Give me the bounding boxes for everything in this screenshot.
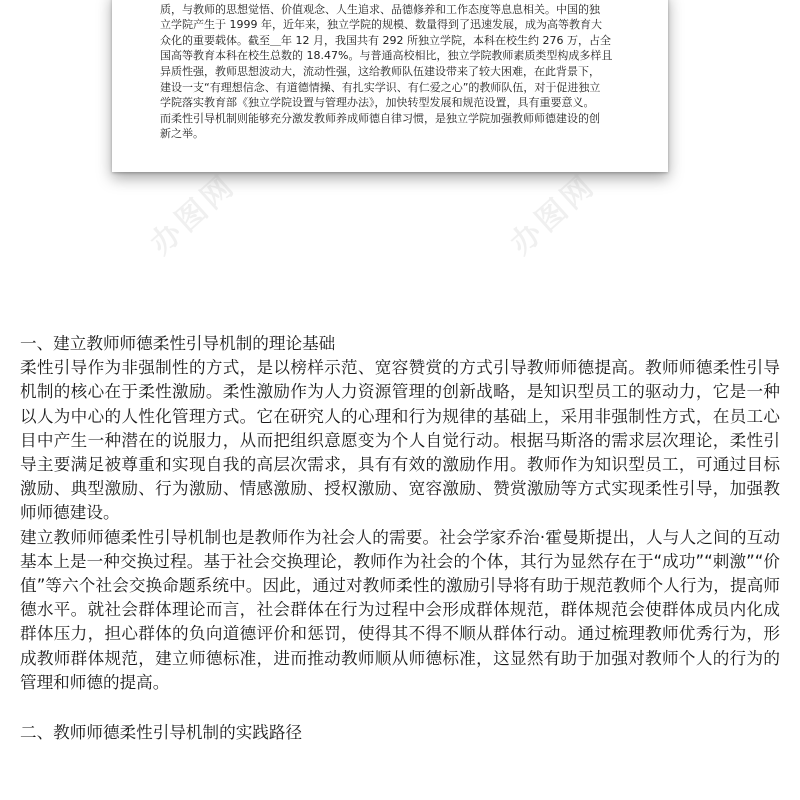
- card-line: 建设一支“有理想信念、有道德情操、有扎实学识、有仁爱之心”的教师队伍，对于促进独立: [160, 80, 601, 94]
- section-heading: 一、建立教师师德柔性引导机制的理论基础: [20, 334, 336, 353]
- card-line: 学院落实教育部《独立学院设置与管理办法》，加快转型发展和规范设置，具有重要意义。: [160, 96, 595, 110]
- card-line: 立学院产生于 1999 年，近年来，独立学院的规模、数量得到了迅速发展，成为高等教育大: [160, 18, 602, 32]
- card-line: 异质性强，教师思想波动大，流动性强，这给教师队伍建设带来了较大困难，在此背景下，: [160, 64, 600, 78]
- paragraph: 柔性引导作为非强制性的方式，是以榜样示范、宽容赞赏的方式引导教师师德提高。教师师德柔性引导机制的核心在于柔性激励。柔性激励作为人力资源管理的创新战略，是知识型员工的驱动力，它是一种以人为中心的人性化管理方式。它在研究人的心理和行为规律的基础上，采用非强制性方式，在员工心目中产生一种潜在的说服力，从而把组织意愿变为个人自觉行动。根据马斯洛的需求层次理论，柔性引导主要满足被尊重和实现自我的高层次需求，具有有效的激励作用。教师作为知识型员工，可通过目标激励、典型激励、行为激励、情感激励、授权激励、宽容激励、赞赏激励等方式实现柔性引导，加强教师师德建设。: [20, 358, 780, 523]
- watermark: 办图网: [143, 167, 243, 262]
- card-line: 新之举。: [160, 127, 204, 141]
- card-line: 国高等教育本科在校生总数的 18.47%。与普通高校相比，独立学院教师素质类型构成多样且: [160, 49, 613, 63]
- card-line: 质，与教师的思想觉悟、价值观念、人生追求、品德修养和工作态度等息息相关。中国的独: [160, 2, 600, 16]
- document-preview-card: [112, 0, 668, 172]
- card-text: [160, 0, 646, 142]
- card-line: 众化的重要载体。截至＿年 12 月，我国共有 292 所独立学院，本科在校生约 276 万，占全: [160, 33, 611, 47]
- watermark: 办图网: [503, 167, 603, 262]
- card-line: 而柔性引导机制则能够充分激发教师养成师德自律习惯，是独立学院加强教师师德建设的创: [160, 111, 600, 125]
- article-body: [20, 332, 780, 745]
- section-heading: 二、教师师德柔性引导机制的实践路径: [20, 723, 303, 743]
- paragraph: 建立教师师德柔性引导机制也是教师作为社会人的需要。社会学家乔治·霍曼斯提出，人与人之间的互动基本上是一种交换过程。基于社会交换理论，教师作为社会的个体，其行为显然存在于“成功”“刺激”“价值”等六个社会交换命题系统中。因此，通过对教师柔性的激励引导将有助于规范教师个人行为，提高师德水平。就社会群体理论而言，社会群体在行为过程中会形成群体规范，群体规范会使群体成员内化成群体压力，担心群体的负向道德评价和惩罚，使得其不得不顺从群体行动。通过梳理教师优秀行为，形成教师群体规范，建立师德标准，进而推动教师顺从师德标准，这显然有助于加强对教师个人的行为的管理和师德的提高。: [20, 527, 780, 692]
